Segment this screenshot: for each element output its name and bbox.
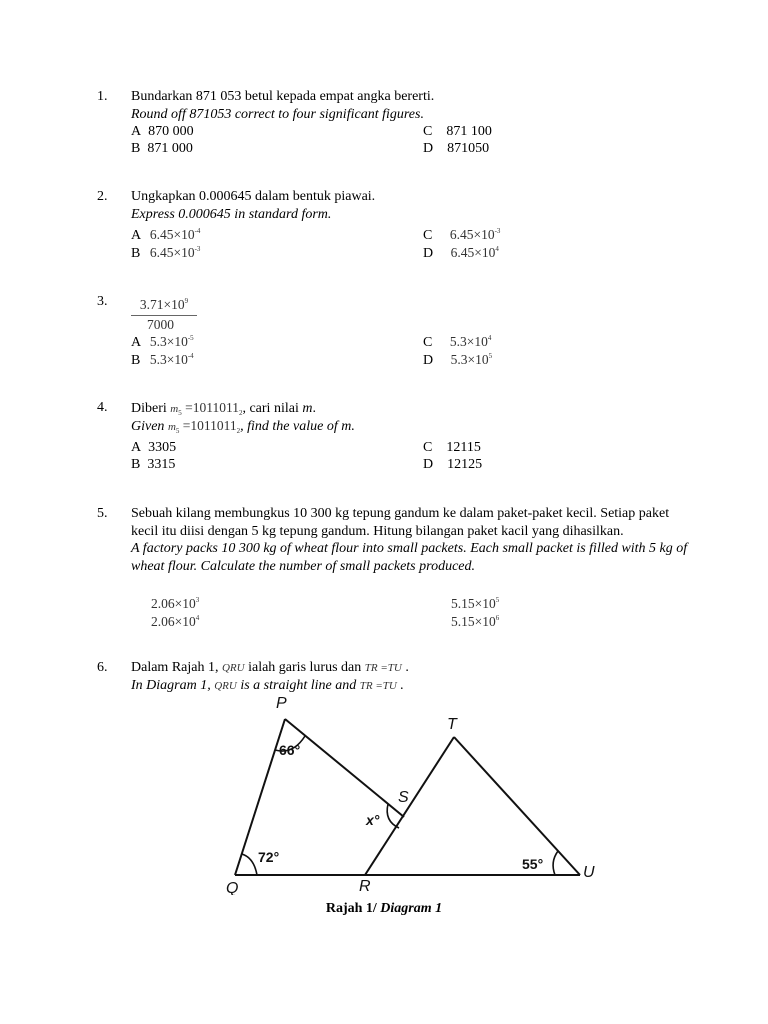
option-d: $5.15\times 10^6$ — [451, 614, 500, 629]
option-c: C 12115 — [423, 440, 481, 455]
point-q: Q — [226, 880, 239, 895]
question-text-malay: Ungkapkan 0.000645 dalam bentuk piawai. — [131, 189, 376, 204]
point-s: S — [398, 789, 409, 806]
question-number: 2. — [97, 189, 108, 204]
option-d: D 871050 — [423, 141, 490, 156]
point-p: P — [276, 695, 287, 712]
line-tu — [454, 737, 580, 875]
line-ps — [285, 719, 404, 817]
option-a: A $6.45\times 10^{-4}$ — [131, 227, 201, 243]
option-d: D $5.3\times 10^5$ — [423, 352, 493, 368]
question-text-malay: Dalam Rajah 1, QRU ialah garis lurus dan TR =TU . — [131, 660, 409, 675]
option-b: B 3315 — [131, 457, 176, 472]
question-text-malay: Diberi $m_5 =1011011_2$, cari nilai m. — [131, 400, 316, 417]
option-a: $2.06\times 10^3$ — [151, 596, 200, 611]
question-text-english: A factory packs 10 300 kg of wheat flour into small packets. Each small packet is filled with 5 kg of wheat flour. Calculate the number of small packets produced. — [131, 541, 688, 574]
question-text-english: Round off 871053 correct to four significant figures. — [131, 106, 424, 122]
question-text-malay: Bundarkan 871 053 betul kepada empat angka bererti. — [131, 89, 435, 104]
arc-u — [553, 851, 558, 875]
option-b: $2.06\times 10^4$ — [151, 614, 200, 629]
question-text-malay: Sebuah kilang membungkus 10 300 kg tepung gandum ke dalam paket-paket kecil. Setiap paket kecil itu diisi dengan 5 kg tepung gandum. Hitung bilangan paket kacil yang dihasilkan. — [131, 506, 670, 539]
option-b: B $5.3\times 10^{-4}$ — [131, 352, 194, 368]
fraction-denominator: 7000 — [147, 316, 174, 332]
triangle-diagram — [220, 690, 610, 895]
option-b: B $6.45\times 10^{-3}$ — [131, 245, 201, 261]
question-number: 3. — [97, 294, 108, 309]
option-a: A 3305 — [131, 440, 177, 455]
question-number: 5. — [97, 506, 108, 521]
question-text-english: In Diagram 1, QRU is a straight line and TR =TU . — [131, 677, 404, 693]
option-c: C $6.45\times 10^{-3}$ — [423, 227, 501, 243]
option-c: C 871 100 — [423, 124, 492, 139]
line-label: QRU — [214, 679, 237, 692]
equation: $m_5 =1011011_2$ — [167, 417, 241, 435]
fraction — [131, 293, 197, 333]
line-rt — [365, 737, 454, 875]
question-number: 4. — [97, 400, 108, 415]
angle-label-x: x° — [366, 812, 380, 828]
point-t: T — [447, 716, 457, 733]
option-a: A $5.3\times 10^{-5}$ — [131, 334, 194, 350]
option-b: B 871 000 — [131, 141, 193, 156]
option-c: $5.15\times 10^5$ — [451, 596, 500, 611]
angle-label-p: 66° — [279, 742, 301, 758]
condition: TR =TU — [359, 679, 397, 692]
option-d: D 12125 — [423, 457, 483, 472]
arc-q — [242, 854, 257, 875]
option-c: C $5.3\times 10^4$ — [423, 334, 492, 350]
line-label: QRU — [221, 662, 245, 674]
fraction-numerator: $3.71\times 10^9$ — [139, 297, 189, 312]
angle-label-u: 55° — [522, 856, 544, 872]
question-number: 6. — [97, 660, 108, 675]
diagram-caption: Rajah 1/ Diagram 1 — [325, 901, 443, 916]
point-r: R — [359, 878, 371, 895]
option-d: D $6.45\times 10^4$ — [423, 245, 499, 261]
option-a: A 870 000 — [131, 124, 194, 139]
question-text-english: Given $m_5 =1011011_2$, find the value of m. — [131, 417, 355, 435]
question-text-english: Express 0.000645 in standard form. — [131, 206, 332, 222]
equation: $m_5 =1011011_2$ — [170, 400, 243, 417]
angle-label-q: 72° — [258, 849, 280, 865]
diagram-labels — [226, 695, 595, 895]
question-number: 1. — [97, 89, 108, 104]
point-u: U — [583, 864, 595, 881]
condition: TR =TU — [364, 662, 402, 674]
